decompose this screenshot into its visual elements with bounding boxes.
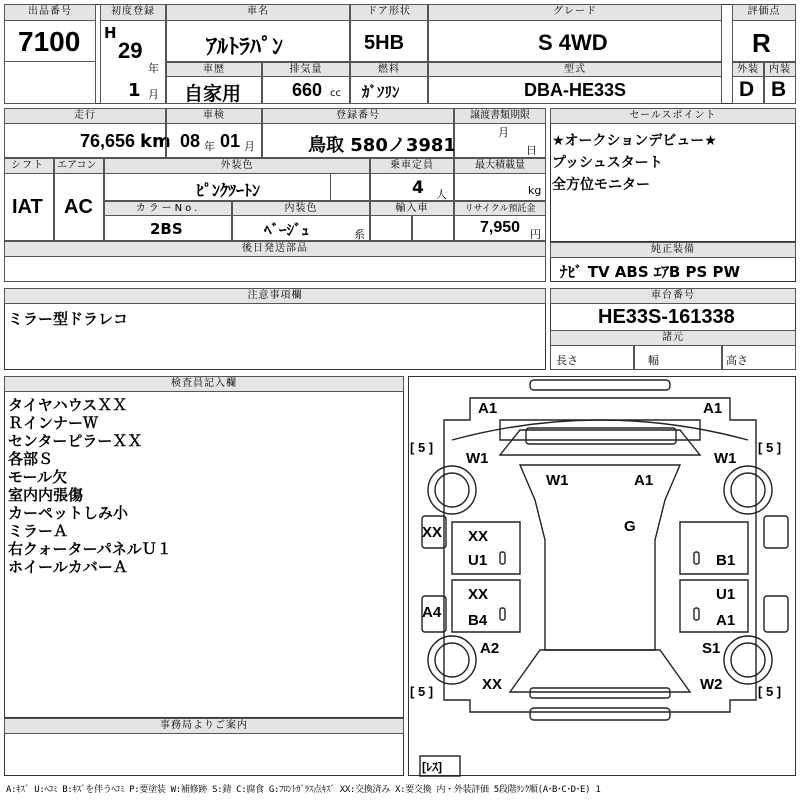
tire-rear-right-tread: [ 5 ]	[758, 684, 782, 699]
first-registration-year: 29	[118, 38, 143, 63]
history-label: 車歴	[166, 62, 262, 77]
spare-tire-label: [ﾚｽ]	[422, 760, 442, 774]
inspector-label: 検査員記入欄	[4, 376, 404, 392]
mileage-label: 走行	[4, 108, 166, 124]
notes-label: 注意事項欄	[4, 288, 546, 304]
damage-mark: XX	[468, 586, 489, 603]
model-label: 型式	[428, 62, 722, 77]
lot-number-label: 出品番号	[4, 4, 96, 21]
damage-diagram-panel	[408, 376, 796, 776]
damage-mark: A1	[478, 400, 498, 417]
recycle-label: リサイクル預託金	[454, 201, 546, 216]
interior-grade-label: 内装	[764, 62, 796, 77]
inspector-line-2: ＲインナーＷ	[8, 414, 99, 432]
sales-point-1: ★オークションデビュー★	[552, 133, 717, 149]
first-registration-year-unit: 年	[148, 62, 159, 75]
chassis-label: 車台番号	[550, 288, 796, 304]
lot-number: 7100	[18, 26, 81, 57]
length-label: 長さ	[556, 354, 578, 367]
inspector-line-1: タイヤハウスＸＸ	[8, 396, 128, 414]
door-label: ドア形状	[350, 4, 428, 21]
capacity-label: 乗車定員	[370, 158, 454, 174]
damage-mark: A1	[634, 472, 654, 489]
shift: IAT	[12, 196, 43, 218]
damage-mark: S1	[702, 640, 721, 657]
spec-label: 諸元	[550, 330, 796, 346]
car-name-label: 車名	[166, 4, 350, 21]
sales-point-2: プッシュスタート	[552, 155, 663, 171]
damage-legend: A:ｷｽﾞ U:ﾍｺﾐ B:ｷｽﾞを伴うﾍｺﾐ P:要塗装 W:補修跡 S:錆 C:腐食 G:ﾌﾛﾝﾄｶﾞﾗｽ点ｷｽﾞ XX:交換済み X:要交換 内・外装評価 5段階ﾗﾝｸ順(A･B･C･D･E) 1	[6, 785, 601, 795]
damage-mark: W1	[714, 450, 737, 467]
ac-label: エアコン	[54, 158, 104, 174]
damage-mark: A2	[480, 640, 500, 657]
transfer-day: 日	[526, 144, 537, 157]
interior-color: ﾍﾞｰｼﾞｭ	[264, 221, 310, 239]
mileage: 76,656	[80, 131, 136, 151]
damage-mark: A1	[716, 612, 736, 629]
sales-point-3: 全方位モニター	[552, 177, 650, 193]
height-label: 高さ	[726, 354, 748, 367]
equipment-list: ﾅﾋﾞ TV ABS ｴｱB PS PW	[560, 263, 741, 281]
exterior-color-label: 外装色	[104, 158, 370, 174]
sales-points-label: セールスポイント	[550, 108, 796, 124]
fuel: ｶﾞｿﾘﾝ	[362, 83, 400, 101]
score: R	[752, 28, 771, 58]
inspection-month-unit: 月	[244, 140, 255, 153]
exterior-color: ﾋﾟﾝｸﾂｰﾄﾝ	[196, 181, 261, 200]
door-type: 5HB	[364, 32, 405, 54]
tire-front-left-tread: [ 5 ]	[410, 440, 434, 455]
color-number: 2BS	[150, 220, 183, 238]
damage-mark: U1	[716, 586, 736, 603]
recycle-unit: 円	[530, 228, 541, 241]
tire-rear-left-tread: [ 5 ]	[410, 684, 434, 699]
inspector-line-6: 室内内張傷	[8, 486, 84, 504]
interior-color-label: 内装色	[232, 201, 370, 216]
inspector-line-5: モール欠	[8, 468, 68, 486]
transfer-deadline-label: 譲渡書類期限	[454, 108, 546, 124]
ac: AC	[64, 196, 93, 218]
displacement: 660	[292, 80, 323, 100]
displacement-label: 排気量	[262, 62, 350, 77]
lot-blank-cell	[4, 61, 96, 104]
fuel-label: 燃料	[350, 62, 428, 77]
damage-mark: XX	[468, 528, 489, 545]
exterior-grade-label: 外装	[732, 62, 764, 77]
damage-mark: B1	[716, 552, 736, 569]
equipment-label: 純正装備	[550, 242, 796, 258]
import-label: 輸入車	[370, 201, 454, 216]
inspector-line-9: 右クォーターパネルＵ１	[8, 540, 172, 558]
max-load-label: 最大積載量	[454, 158, 546, 174]
width-label: 幅	[648, 354, 659, 367]
damage-mark: A4	[422, 604, 442, 621]
first-registration-label: 初度登録	[100, 4, 166, 21]
later-parts-cell	[4, 256, 546, 282]
damage-mark: A1	[703, 400, 723, 417]
inspection-month: 01	[220, 131, 241, 151]
damage-mark: G	[624, 518, 636, 535]
import-sub-cell	[412, 215, 454, 241]
interior-color-unit: 系	[354, 228, 365, 241]
inspector-line-10: ホイールカバーＡ	[8, 558, 128, 576]
later-parts-label: 後日発送部品	[4, 241, 546, 257]
capacity: 4	[412, 178, 424, 198]
import-cell	[370, 215, 412, 241]
inspector-line-4: 各部Ｓ	[8, 450, 54, 468]
capacity-unit: 人	[436, 188, 447, 201]
car-name: ｱﾙﾄﾗﾊﾟﾝ	[206, 35, 284, 60]
recycle-fee: 7,950	[480, 219, 521, 236]
inspection-year-unit: 年	[204, 140, 215, 153]
damage-mark: W1	[466, 450, 489, 467]
notes-text: ミラー型ドラレコ	[8, 310, 129, 328]
shift-label: シフト	[4, 158, 54, 174]
inspector-line-8: ミラーＡ	[8, 522, 69, 540]
first-registration-month: 1	[128, 80, 141, 101]
tire-front-right-tread: [ 5 ]	[758, 440, 782, 455]
score-label: 評価点	[732, 4, 796, 21]
exterior-grade: D	[739, 78, 755, 101]
inspector-line-3: センターピラーＸＸ	[8, 432, 143, 450]
damage-mark: W2	[700, 676, 723, 693]
plate-number: 鳥取 580ノ3981	[308, 135, 456, 156]
damage-mark: XX	[482, 676, 503, 693]
damage-mark: B4	[468, 612, 488, 629]
model: DBA-HE33S	[524, 80, 627, 100]
first-registration-month-unit: 月	[148, 88, 159, 101]
first-registration-era: H	[104, 24, 117, 42]
color-number-label: カラーNo.	[104, 201, 232, 216]
transfer-month: 月	[498, 126, 509, 139]
inspection-label: 車検	[166, 108, 262, 124]
mileage-unit: km	[140, 131, 171, 152]
displacement-unit: cc	[330, 88, 341, 99]
max-load-unit: kg	[528, 184, 542, 197]
office-label: 事務局よりご案内	[4, 718, 404, 734]
history: 自家用	[184, 83, 242, 105]
damage-mark: U1	[468, 552, 488, 569]
grade: S 4WD	[538, 30, 608, 55]
damage-mark: W1	[546, 472, 569, 489]
exterior-color-sub-cell	[330, 173, 370, 201]
plate-label: 登録番号	[262, 108, 454, 124]
chassis-number: HE33S-161338	[598, 306, 735, 328]
inspector-line-7: カーペットしみ小	[8, 504, 129, 522]
grade-label: グレード	[428, 4, 722, 21]
inspection-year: 08	[180, 131, 201, 151]
interior-grade: B	[771, 78, 787, 101]
damage-mark: XX	[422, 524, 443, 541]
